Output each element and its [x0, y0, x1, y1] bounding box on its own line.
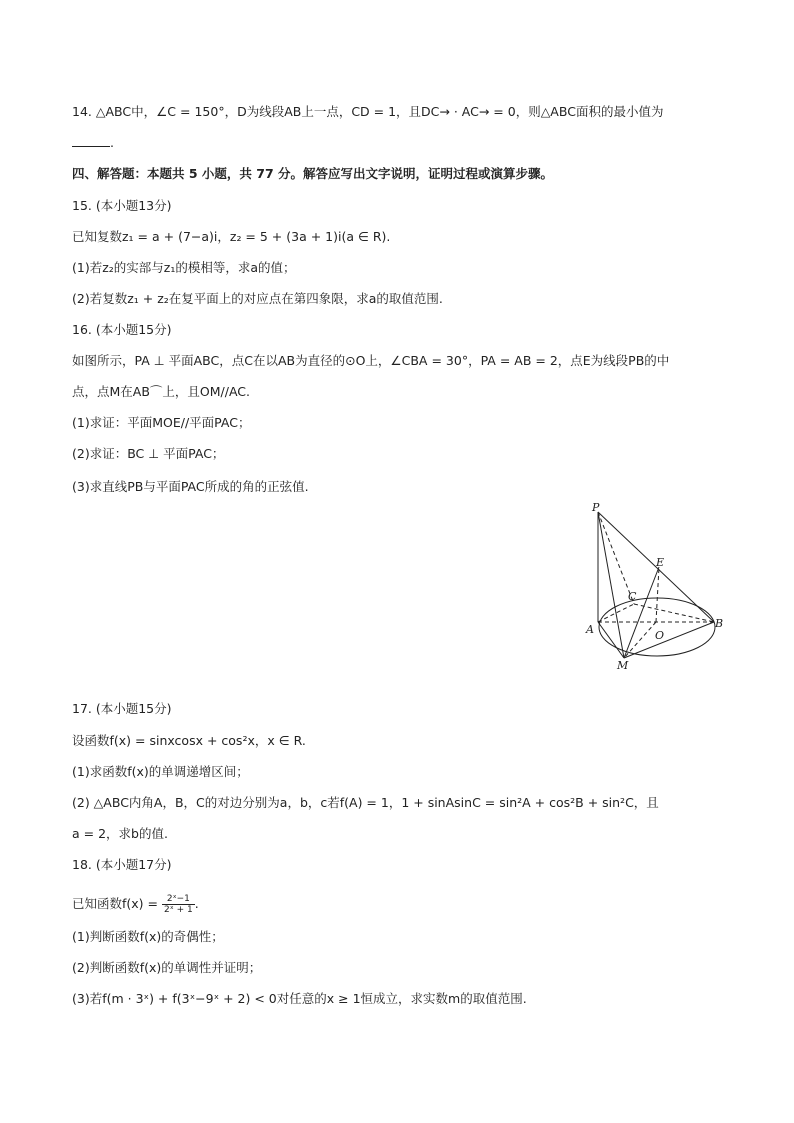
- q15-part2: (2)若复数z₁ + z₂在复平面上的对应点在第四象限，求a的取值范围.: [72, 291, 443, 306]
- q17-part2-line2: a = 2，求b的值.: [72, 826, 168, 841]
- q18-part1: (1)判断函数f(x)的奇偶性；: [72, 929, 224, 944]
- label-P: P: [592, 501, 600, 514]
- label-E: E: [656, 556, 665, 569]
- q18-header: 18. (本小题17分): [72, 857, 172, 872]
- q17-stem: 设函数f(x) = sinxcosx + cos²x，x ∈ R.: [72, 733, 306, 748]
- q18-part2: (2)判断函数f(x)的单调性并证明；: [72, 960, 262, 975]
- q16-part2: (2)求证：BC ⊥ 平面PAC；: [72, 446, 225, 461]
- edge-MB: [624, 622, 714, 658]
- q16-stem-2: 点，点M在AB⌒上，且OM//AC.: [72, 384, 250, 399]
- q16-header: 16. (本小题15分): [72, 322, 172, 337]
- edge-OE: [656, 567, 659, 622]
- label-C: C: [628, 590, 637, 603]
- label-A: A: [586, 623, 594, 636]
- q18-part3: (3)若f(m · 3ˣ) + f(3ˣ−9ˣ + 2) < 0对任意的x ≥ 1恒成立，求实数m的取值范围.: [72, 991, 527, 1006]
- q14-answer-line: [72, 134, 114, 152]
- q18-stem-suffix: .: [194, 896, 199, 911]
- q18-stem-prefix: 已知函数f(x) =: [72, 896, 158, 911]
- q17-part2-line1: (2) △ABC内角A，B，C的对边分别为a，b，c若f(A) = 1，1 + sinAsinC = sin²A + cos²B + sin²C，且: [72, 795, 659, 810]
- q14-text: 14. △ABC中，∠C = 150°，D为线段AB上一点，CD = 1，且DC→ · AC→ = 0，则△ABC面积的最小值为: [72, 104, 664, 119]
- edge-CB: [634, 604, 714, 622]
- label-O: O: [655, 629, 665, 642]
- q17-header: 17. (本小题15分): [72, 701, 172, 716]
- geometry-figure: [578, 500, 738, 670]
- q16-part1: (1)求证：平面MOE//平面PAC；: [72, 415, 251, 430]
- edge-AM: [598, 622, 624, 658]
- q16-stem-1: 如图所示，PA ⊥ 平面ABC，点C在以AB为直径的⊙O上，∠CBA = 30°，PA = AB = 2，点E为线段PB的中: [72, 353, 670, 368]
- answer-blank[interactable]: [72, 134, 110, 147]
- label-M: M: [617, 659, 629, 670]
- fraction: [162, 894, 195, 915]
- q15-stem: 已知复数z₁ = a + (7−a)i，z₂ = 5 + (3a + 1)i(a ∈ R).: [72, 229, 391, 244]
- label-B: B: [715, 617, 724, 630]
- q14-blank-end: .: [110, 135, 114, 150]
- section-title: 四、解答题：本题共 5 小题，共 77 分。解答应写出文字说明，证明过程或演算步骤。: [72, 166, 554, 181]
- edge-ME: [624, 567, 659, 658]
- q15-part1: (1)若z₂的实部与z₁的模相等，求a的值；: [72, 260, 296, 275]
- q18-stem: [72, 894, 199, 915]
- q17-part1: (1)求函数f(x)的单调递增区间；: [72, 764, 249, 779]
- q16-part3: (3)求直线PB与平面PAC所成的角的正弦值.: [72, 479, 309, 494]
- fraction-numerator: 2ˣ−1: [162, 894, 195, 905]
- q15-header: 15. (本小题13分): [72, 198, 172, 213]
- fraction-denominator: 2ˣ + 1: [163, 905, 193, 915]
